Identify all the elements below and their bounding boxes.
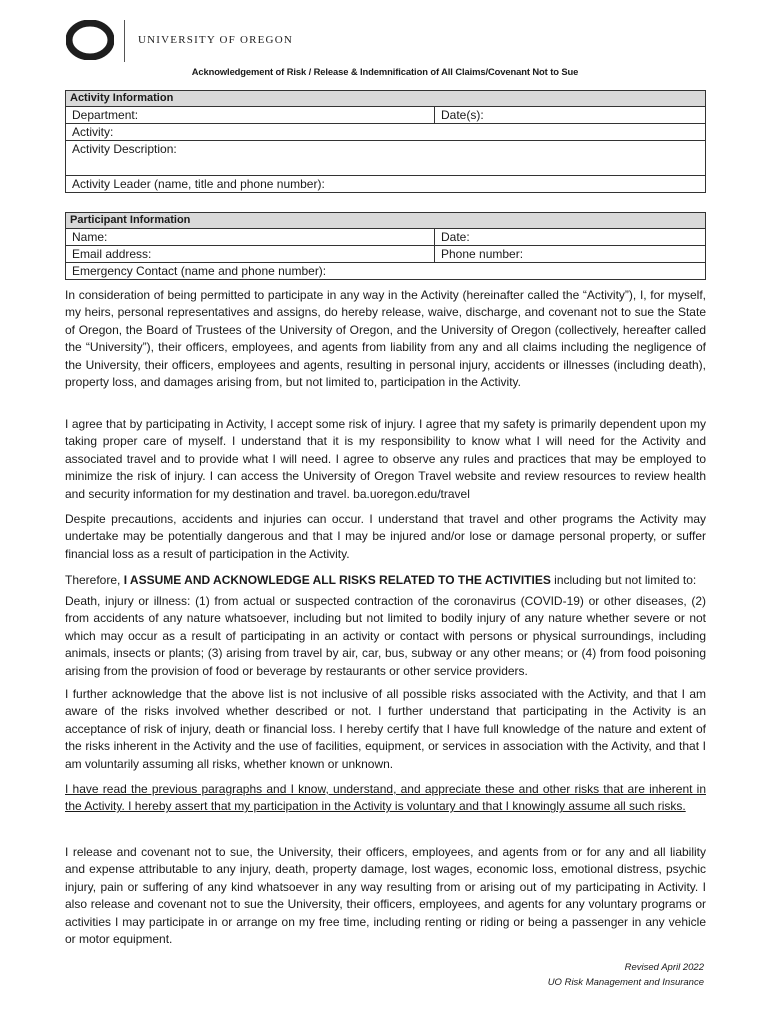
- page-header: [66, 20, 366, 64]
- participant-name-field[interactable]: Name:: [66, 229, 435, 246]
- assume-risks-statement: I ASSUME AND ACKNOWLEDGE ALL RISKS RELATED TO THE ACTIVITIES: [123, 573, 551, 587]
- participant-information-table: [65, 212, 706, 280]
- emergency-contact-field[interactable]: Emergency Contact (name and phone number):: [66, 263, 706, 280]
- participant-phone-field[interactable]: Phone number:: [435, 246, 706, 263]
- release-paragraph: In consideration of being permitted to participate in any way in the Activity (hereinafter called the “Activity”), I, for myself, my heirs, personal representatives and assigns, do hereby release, waive, discharge, and covenant not to sue the State of Oregon, the Board of Trustees of the University of Oregon, and the University of Oregon (collectively, hereafter called the “University”), their officers, employees, and agents from liability from any and all claims including the negligence of the University, their officers, employees and agents, resulting in personal injury, accidents or illnesses (including death), property loss, and damages arising from, but not limited to, participation in the Activity.: [65, 288, 706, 390]
- participant-information-heading: Participant Information: [66, 213, 706, 229]
- dates-field[interactable]: Date(s):: [435, 107, 706, 124]
- activity-leader-field[interactable]: Activity Leader (name, title and phone number):: [66, 176, 706, 193]
- logo-divider: [124, 20, 125, 62]
- revision-date: Revised April 2022: [624, 962, 704, 973]
- university-o-logo: [66, 20, 114, 60]
- covenant-not-to-sue-paragraph: I release and covenant not to sue, the University, their officers, employees, and agents from or for any and all liability and expense attributable to any injury, death, property damage, lost wages, economic loss, emotional distress, psychic injury, pain or suffering of any kind whatsoever in any way resulting from or arising out of my participating in Activity. I also release and covenant not to sue the University, their officers, employees, and agents for any voluntary programs or activities I may participate in or arrange on my free time, including renting or riding or being a passenger in any vehicle or motor equipment.: [65, 845, 706, 947]
- acknowledgement-paragraph: I further acknowledge that the above list is not inclusive of all possible risks associated with the Activity, and that I am aware of the risks involved whether described or not. I further understand that participating in the Activity is an acceptance of risk of injury, death or financial loss. I hereby certify that I have full knowledge of the nature and extent of the risks inherent in the Activity and the use of facilities, equipment, or services in association with the Activity, and that I am voluntarily assuming all risks, whether known or unknown.: [65, 687, 706, 771]
- activity-information-table: [65, 90, 706, 193]
- activity-information-heading: Activity Information: [66, 91, 706, 107]
- participant-email-field[interactable]: Email address:: [66, 246, 435, 263]
- department-field[interactable]: Department:: [66, 107, 435, 124]
- risk-list-paragraph: Death, injury or illness: (1) from actual or suspected contraction of the coronavirus (COVID-19) or other diseases, (2) from accidents of any nature whatsoever, including but not limited to bodily injury of any nature whether severe or not which may occur as a result of participating in an activity or contact with persons or physical surroundings, including animals, insects or plants; (3) arising from travel by air, car, bus, subway or any other means; or (4) from food poisoning arising from the provision of food or beverage by restaurants or other service providers.: [65, 594, 706, 678]
- participant-date-field[interactable]: Date:: [435, 229, 706, 246]
- assume-risks-paragraph: Therefore, I ASSUME AND ACKNOWLEDGE ALL RISKS RELATED TO THE ACTIVITIES including but not limited to:: [65, 573, 697, 587]
- activity-field[interactable]: Activity:: [66, 124, 706, 141]
- safety-paragraph: I agree that by participating in Activity, I accept some risk of injury. I agree that my safety is primarily dependent upon my taking proper care of myself. I understand that it is my responsibility to know what I will need for the Activity and associated travel and to provide what I will need. I agree to observe any rules and practices that may be employed to minimize the risk of injury. I can access the University of Oregon Travel website and review resources to review health and security information for my destination and travel. ba.uoregon.edu/travel: [65, 417, 706, 501]
- voluntary-participation-paragraph: I have read the previous paragraphs and I know, understand, and appreciate these and other risks that are inherent in the Activity. I hereby assert that my participation in the Activity is voluntary and that I knowingly assume all such risks.: [65, 782, 706, 814]
- document-title: Acknowledgement of Risk / Release & Indemnification of All Claims/Covenant Not to Sue: [191, 66, 579, 77]
- activity-description-field[interactable]: Activity Description:: [66, 141, 706, 176]
- university-name: UNIVERSITY OF OREGON: [138, 34, 293, 46]
- precautions-paragraph: Despite precautions, accidents and injuries can occur. I understand that travel and other programs the Activity may undertake may be potentially dangerous and that I may be injured and/or lose or damage personal property, or suffer financial loss as a result of participation in the Activity.: [65, 512, 706, 561]
- page-footer: [548, 960, 704, 990]
- issuing-office: UO Risk Management and Insurance: [547, 977, 704, 988]
